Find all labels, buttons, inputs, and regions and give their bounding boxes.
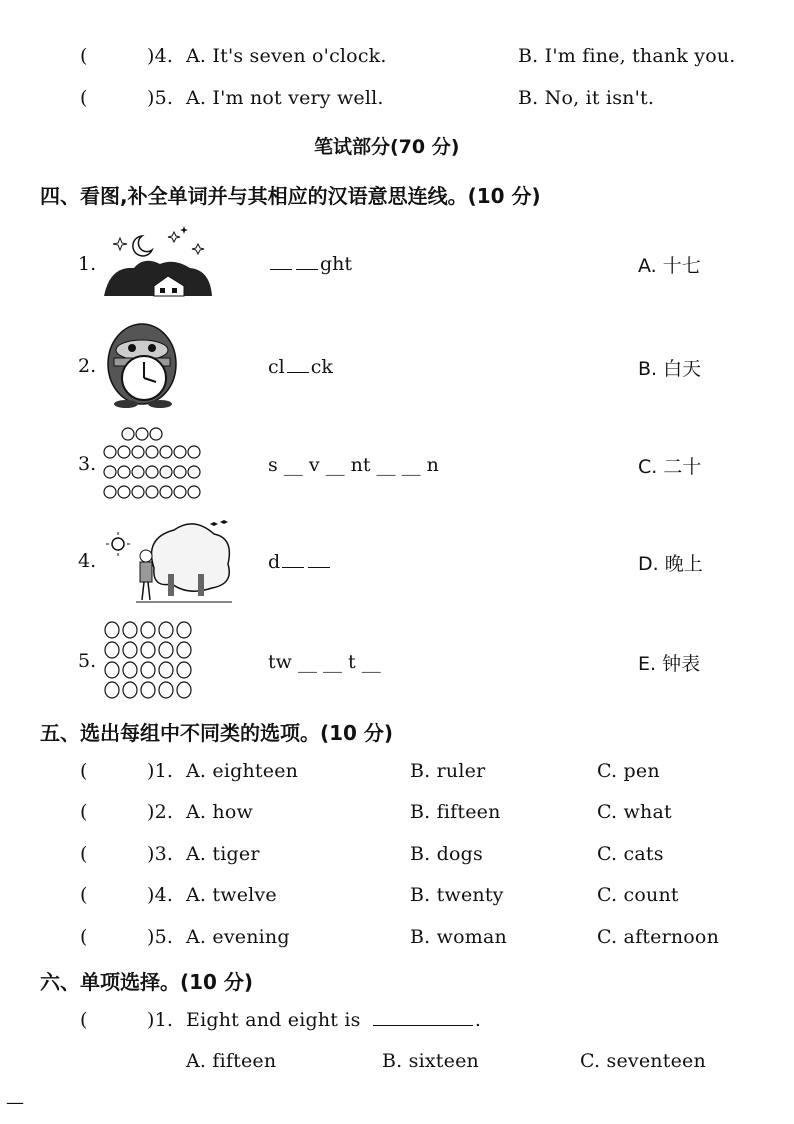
footer-mark: — — [6, 1092, 24, 1113]
word-puzzle — [268, 253, 352, 275]
word-puzzle — [268, 551, 332, 573]
question-number: )5. — [147, 926, 174, 948]
letter-blank[interactable] — [270, 255, 292, 270]
option-c: C. seventeen — [580, 1050, 706, 1072]
option-a: A. twelve — [186, 884, 277, 906]
seventeen-objects-icon — [102, 426, 206, 500]
question-stem — [186, 1009, 481, 1031]
question-number: )1. — [147, 760, 174, 782]
item-number: 2. — [78, 355, 97, 377]
answer-paren[interactable]: ( — [80, 87, 88, 109]
item-number: 1. — [78, 253, 97, 275]
chinese-option[interactable]: A. 十七 — [638, 255, 701, 277]
answer-paren[interactable]: ( — [80, 801, 88, 823]
question-number: )2. — [147, 801, 174, 823]
option-c: C. pen — [597, 760, 660, 782]
option-c: C. count — [597, 884, 679, 906]
letter-blank[interactable] — [287, 358, 309, 373]
section6-title: 六、单项选择。(10 分) — [40, 970, 254, 994]
word-fragment: ght — [320, 253, 353, 275]
answer-paren[interactable]: ( — [80, 45, 88, 67]
section5-title: 五、选出每组中不同类的选项。(10 分) — [40, 721, 394, 745]
option-a: A. how — [186, 801, 253, 823]
option-b: B. I'm fine, thank you. — [518, 45, 736, 67]
daytime-scene-icon — [106, 518, 236, 604]
option-a: A. eighteen — [186, 760, 299, 782]
word-puzzle: s __ v __ nt __ __ n — [268, 454, 439, 476]
night-scene-icon — [102, 222, 218, 300]
answer-paren[interactable]: ( — [80, 843, 88, 865]
penguin-clock-icon — [100, 320, 184, 410]
option-c: C. cats — [597, 843, 664, 865]
letter-blank[interactable] — [282, 553, 304, 568]
twenty-strawberries-icon — [102, 620, 196, 702]
question-number: )1. — [147, 1009, 174, 1031]
option-b: B. ruler — [410, 760, 486, 782]
word-fragment: ck — [310, 356, 333, 378]
written-section-heading: 笔试部分(70 分) — [314, 136, 460, 158]
option-c: C. what — [597, 801, 672, 823]
letter-blank[interactable] — [296, 255, 318, 270]
question-number: )5. — [147, 87, 174, 109]
item-number: 5. — [78, 650, 97, 672]
option-b: B. sixteen — [382, 1050, 479, 1072]
option-a: A. It's seven o'clock. — [186, 45, 387, 67]
answer-blank[interactable] — [373, 1011, 473, 1026]
answer-paren[interactable]: ( — [80, 926, 88, 948]
option-c: C. afternoon — [597, 926, 720, 948]
stem-text: Eight and eight is — [186, 1009, 361, 1031]
option-b: B. woman — [410, 926, 507, 948]
word-puzzle — [268, 356, 333, 378]
word-puzzle: tw __ __ t __ — [268, 651, 381, 673]
option-a: A. evening — [186, 926, 290, 948]
section4-title: 四、看图,补全单词并与其相应的汉语意思连线。(10 分) — [40, 184, 541, 208]
item-number: 3. — [78, 453, 97, 475]
chinese-option[interactable]: E. 钟表 — [638, 653, 701, 675]
chinese-option[interactable]: C. 二十 — [638, 456, 702, 478]
option-a: A. fifteen — [186, 1050, 277, 1072]
stem-end: . — [474, 1009, 482, 1031]
word-fragment: d — [268, 551, 281, 573]
word-fragment: cl — [268, 356, 285, 378]
chinese-option[interactable]: D. 晚上 — [638, 553, 703, 575]
option-b: B. fifteen — [410, 801, 501, 823]
question-number: )4. — [147, 45, 174, 67]
question-number: )4. — [147, 884, 174, 906]
answer-paren[interactable]: ( — [80, 884, 88, 906]
option-b: B. twenty — [410, 884, 504, 906]
option-a: A. I'm not very well. — [186, 87, 384, 109]
letter-blank[interactable] — [308, 553, 330, 568]
option-b: B. dogs — [410, 843, 483, 865]
answer-paren[interactable]: ( — [80, 760, 88, 782]
chinese-option[interactable]: B. 白天 — [638, 358, 702, 380]
option-a: A. tiger — [186, 843, 260, 865]
item-number: 4. — [78, 550, 97, 572]
question-number: )3. — [147, 843, 174, 865]
option-b: B. No, it isn't. — [518, 87, 655, 109]
answer-paren[interactable]: ( — [80, 1009, 88, 1031]
